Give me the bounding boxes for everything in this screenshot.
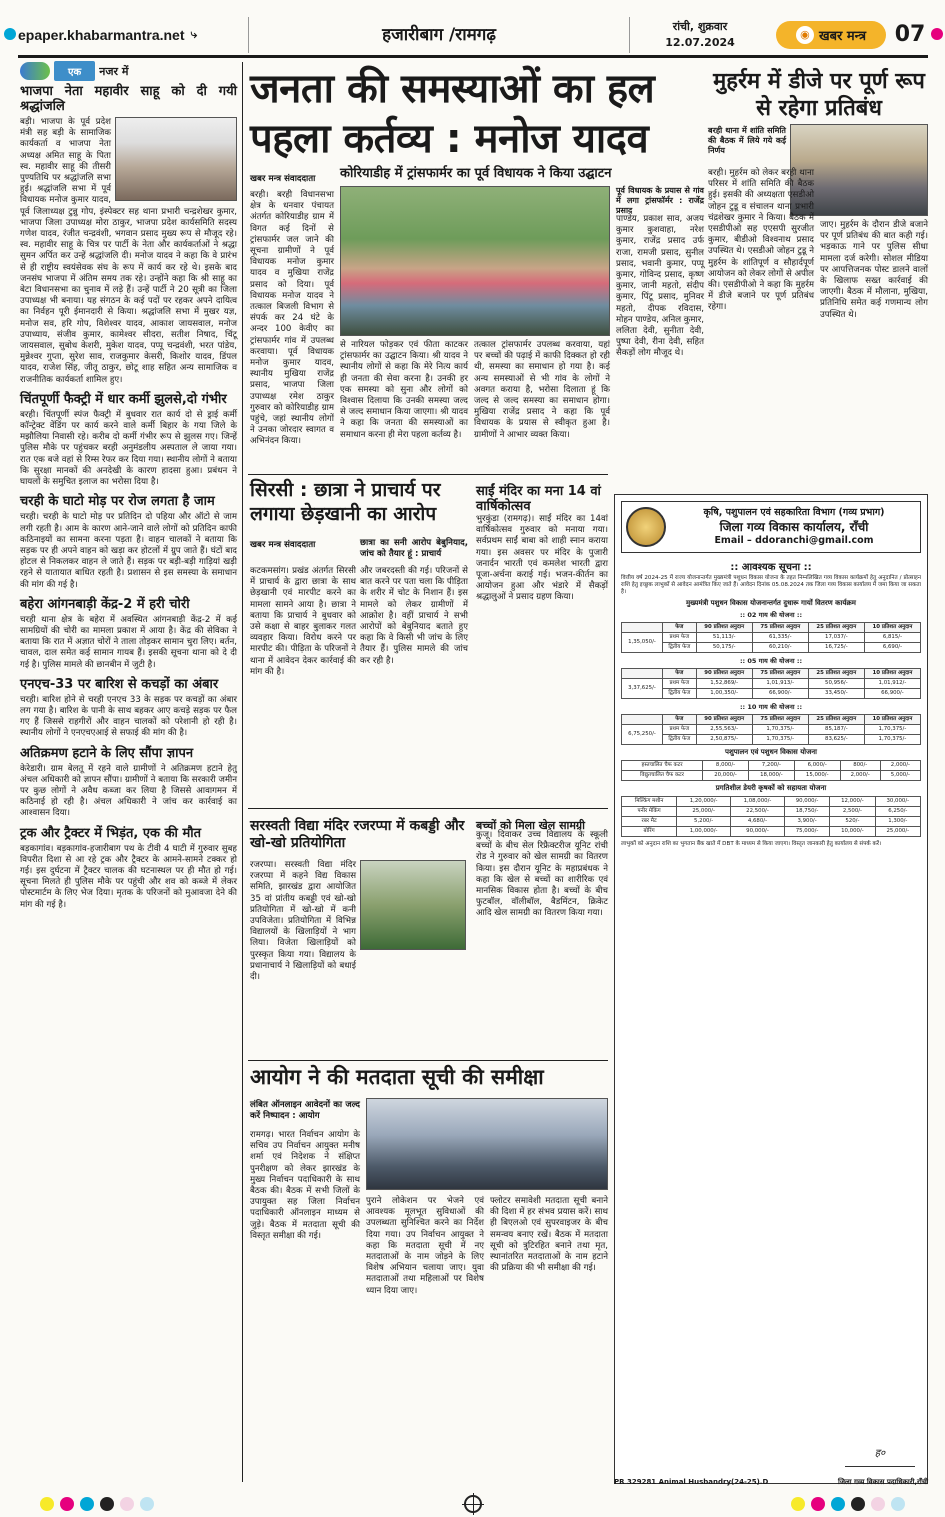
story-body: कुजू। दिवाकर उच्च विद्यालय के स्कूली बच्चों के बीच सेल रिफ्रैक्टरीज यूनिट रांची रोड ने गुरुवार को खेल सामग्री का वितरण किया। इस दौरान यूनिट के महाप्रबंधक ने कहा कि खेल से बच्चों का शारीरिक एवं मानसिक विकास होता है। बच्चों के बीच फुटबॉल, वॉलीबॉल, बैडमिंटन, क्रिकेट आदि खेल सामग्री का वितरण किया गया। — [476, 830, 608, 919]
table-cell: 18,000/- — [748, 770, 794, 780]
table-header: 25 प्रतिशत अनुदान — [808, 622, 864, 632]
officer-signature: ह० — [845, 1445, 915, 1467]
muharram-caption — [708, 126, 786, 166]
voter-kicker: लंबित ऑनलाइन आवेदनों का जल्द करें निष्पादन : आयोग — [250, 1100, 360, 1122]
table-header: 90 प्रतिशत अनुदान — [696, 622, 752, 632]
table-cell: 5,200/- — [677, 816, 731, 826]
brand-icon: ◉ — [796, 26, 814, 44]
table-cell: 1,52,869/- — [696, 678, 752, 688]
table-cell: द्वितीय फेज — [662, 688, 696, 698]
table-cell: 1,01,913/- — [752, 678, 808, 688]
story-body: फ्लोटर समावेशी मतदाता सूची बनाने की दिशा में हर संभव प्रयास करें। साथ ही बिएलओ एवं सुपरवाइजर के बीच समन्वय बनाए रखें। बैठक में मतदाता सूची को त्रुटिरहित बनाने तथा मृत, स्थानांतरित मतदाताओं के नाम हटाने की प्रक्रिया की भी समीक्षा की गई। — [490, 1196, 608, 1274]
table-cell: 90,000/- — [784, 796, 829, 806]
notice-footer-text: लाभुकों को अनुदान राशि का भुगतान बैंक खाते में DBT के माध्यम से किया जाएगा। विस्तृत जानकारी हेतु कार्यालय से संपर्क करें। — [621, 840, 882, 847]
table-cell: 5,000/- — [880, 770, 920, 780]
table-cell: 6,75,250/- — [622, 724, 663, 744]
lead-subhead: कोरियाडीह में ट्रांसफार्मर का पूर्व विधायक ने किया उद्घाटन — [340, 166, 612, 181]
table-header — [622, 622, 663, 632]
officer-title: जिला गव्य विकास पदाधिकारी,राँची — [838, 1478, 928, 1486]
table-cell: 75,000/- — [784, 826, 829, 836]
story-body: रामगढ़। भारत निर्वाचन आयोग के सचिव उप निर्वाचन आयुक्त मनीष शर्मा एवं निदेशक ने संक्षिप्त पुनरीक्षण को लेकर झारखंड के मुख्य निर्वाचन पदाधिकारी के साथ बैठक की। बैठक में सभी जिलों के उपायुक्त सह जिला निर्वाचन पदाधिकारी ऑनलाइन माध्यम से जुड़े। बैठक में मतदाता सूची की विस्तृत समीक्षा की गई। — [250, 1130, 360, 1241]
table-row — [622, 734, 921, 744]
table-row — [622, 816, 921, 826]
table-label: :: 05 गाय की योजना :: — [739, 656, 803, 665]
table-header-row — [622, 714, 921, 724]
table-cell: 8,000/- — [703, 760, 749, 770]
table-row — [622, 724, 921, 734]
table-header: 75 प्रतिशत अनुदान — [752, 714, 808, 724]
hatchery-title: पशुपालन एवं पशुधन विकास योजना — [725, 747, 817, 756]
story-body: पुराने लोकेशन पर भेजने एवं आवश्यक मूलभूत सुविधाओं की उपलब्धता सुनिश्चित करने का निर्देश दिया गया। उप निर्वाचन आयुक्त ने कहा कि मतदाता सूची में नए मतदाताओं के नाम जोड़ने के लिए विशेष अभियान चलाया जाए। युवा मतदाताओं तथा महिलाओं पर विशेष ध्यान दिया जाए। — [366, 1196, 484, 1296]
table-cell: 25,000/- — [677, 806, 731, 816]
story-body: भुरकुंडा (रामगढ़)। साईं मंदिर का 14वां वार्षिकोत्सव गुरुवार को मनाया गया। सर्वप्रथम साईं बाबा को शाही स्नान कराया गया। इस अवसर पर मंदिर के पुजारी जनार्दन भारती एवं कमलेश भारती द्वारा पूजा-अर्चना कराई गई। भजन-कीर्तन का आयोजन हुआ और भंडारे में सैकड़ों श्रद्धालुओं ने प्रसाद ग्रहण किया। — [476, 514, 608, 603]
muharram-headline: मुहर्रम में डीजे पर पूर्ण रूप से रहेगा प्रतिबंध — [713, 69, 925, 121]
story-body: बड़ी। भाजपा के पूर्व प्रदेश मंत्री सह बड़ी के सामाजिक कार्यकर्ता व भाजपा नेता अध्यक्ष अमित साहू के पिता स्व. महावीर साहू की तीसरी पुण्यतिथि पर श्रद्धांजलि सभा हुई। श्रद्धांजलि सभा में पूर्व विधायक मनोज कुमार यादव, पूर्व जिलाध्यक्ष टुन्नु गोप, इंस्पेक्टर सह थाना प्रभारी चन्द्रशेखर कुमार, भाजपा जिला उपाध्यक्ष मोरा ठाकुर, भाजपा प्रदेश कार्यसमिति सदस्य गणेश यादव, रंजीत चन्द्रवंशी, भगवान प्रसाद मुख्य रूप से मौजूद रहे। स्व. महावीर साहू के चित्र पर पार्टी के नेता और कार्यकर्ताओं ने श्रद्धा सुमन अर्पित कर उन्हें श्रद्धांजलि दी। मनोज यादव ने कहा कि वे प्रारंभ से ही राष्ट्रीय स्वयंसेवक संघ के रूप में कार्य कर रहे थे। इसके बाद जनसंघ भाजपा में अंतिम समय तक रहे। उन्होंने कहा कि श्री साहू का बेटा विधानसभा का चुनाव में लड़े हैं। उन्हें पार्टी ने 20 सूत्री का जिला उपाध्यक्ष भी बनाया। यह संगठन के कई पदों पर रहकर अपने दायित्व का निर्वहन पूरी ईमानदारी से किया। श्रद्धांजलि सभा में मुखर यज्ञ, मनोज सव, हरि गोप, विशेश्वर यादव, आकाश जायसवाल, मनोज उपाध्याय, संजीव कुमार, कामेश्वर सीदरा, सतीश निषाद, चिंटू जायसवाल, सुबोध केशरी, मुकेश यादव, पप्पू चन्द्रवंशी, भरत पांडेय, मुन्नेश्वर गुप्ता, सुरेश साव, राजकुमार केसरी, किशोर यादव, डिंपल यादव, राजेश सिंह, जीतू ठाकुर, छोटू शाह सहित अन्य सामाजिक व राजनीतिक कार्यकर्ता शामिल हुए। — [20, 117, 237, 385]
table-cell: 12,000/- — [830, 796, 875, 806]
sirsi-column-2 — [360, 566, 468, 796]
dateline — [630, 19, 770, 51]
story-head: चरही के घाटो मोड़ पर रोज लगता है जाम — [20, 494, 215, 510]
lead-body: पाण्डेय, प्रकाश साव, अजय कुमार कुशवाहा, नरेश कुमार, राजेंद्र प्रसाद उर्फ राजा, रामजी प्रसाद, सुनील प्रसाद, भवानी कुमार, पप्पू कुमार, गोविन्द प्रसाद, कृष्ण कुमार, जानी महतो, संदीप कुमार, पिंटू प्रसाद, मुनिवर महतो, दीपक रविदास, मोहन पाण्डेय, अनिल कुमार, ललिता देवी, सुनीता देवी, पुष्पा देवी, रीना देवी, सहित सैकड़ों लोग मौजूद थे। — [616, 214, 704, 359]
table-cell: प्रथम फेज — [662, 632, 696, 642]
lead-photo — [340, 186, 610, 336]
lead-headline-1: जनता की समस्याओं का हल — [250, 66, 655, 112]
section-name: हजारीबाग /रामगढ़ — [248, 17, 630, 53]
table-cell: 1,08,000/- — [731, 796, 785, 806]
fodder-table — [621, 796, 921, 837]
table-header: 90 प्रतिशत अनुदान — [696, 714, 752, 724]
color-bar-right — [791, 1497, 905, 1511]
notice-header — [621, 501, 921, 553]
column-rule — [242, 62, 243, 1482]
table-cell: 6,000/- — [794, 760, 840, 770]
lead-column-3 — [474, 340, 610, 470]
nazar-title: नजर में — [99, 64, 129, 78]
sirsi-column-1 — [250, 566, 356, 796]
table-row — [622, 770, 921, 780]
table-cell: 1,70,375/- — [864, 724, 920, 734]
saibaba-headline: साईं मंदिर का मना 14 वां वार्षिकोत्सव — [476, 484, 601, 514]
table-cell: 2,000/- — [840, 770, 880, 780]
voter-column-2 — [366, 1196, 484, 1482]
table-header-row — [622, 622, 921, 632]
lead-body: बरही। बरही विधानसभा क्षेत्र के धनवार पंचायत अंतर्गत कोरियाडीह ग्राम में विगत कई दिनों से ट्रांसफार्मर जल जाने की सूचना ग्रामीणों ने पूर्व विधायक मनोज कुमार यादव व मुखिया राजेंद्र प्रसाद को दिया। पूर्व विधायक मनोज यादव ने तत्काल बिजली विभाग से संपर्क कर 24 घंटे के अन्दर 100 केवीए का ट्रांसफार्मर गांव में उपलब्ध करवाया। पूर्व विधायक मनोज कुमार यादव, स्थानीय मुखिया राजेंद्र प्रसाद, भाजपा जिला उपाध्यक्ष रमेश ठाकुर गुरुवार को कोरियाडीह ग्राम पहुंचे, जहां स्थानीय लोगों ने उनका जोरदार स्वागत व अभिनंदन किया। — [250, 190, 334, 447]
table-header — [622, 668, 663, 678]
globe-icon — [20, 62, 50, 80]
voter-headline: आयोग ने की मतदाता सूची की समीक्षा — [250, 1065, 544, 1089]
issue-date: 12.07.2024 — [665, 35, 735, 49]
table-cell: 20,000/- — [703, 770, 749, 780]
story-head: चिंतपूर्णी फैक्ट्री में धार कर्मी झुलसे,दो गंभीर — [20, 391, 227, 407]
table-cell: 1,300/- — [875, 816, 920, 826]
table-row — [622, 688, 921, 698]
table-header: 75 प्रतिशत अनुदान — [752, 622, 808, 632]
table-cell: प्रथम फेज — [662, 724, 696, 734]
table-cell: 1,70,375/- — [752, 734, 808, 744]
table-header — [622, 714, 663, 724]
registration-mark — [4, 28, 16, 40]
story-head: बहेरा आंगनबाड़ी केंद्र-2 में हरी चोरी — [20, 596, 190, 612]
table-cell: 60,210/- — [752, 642, 808, 652]
table-header: 10 प्रतिशत अनुदान — [864, 668, 920, 678]
city-day: रांची, शुक्रवार — [672, 19, 728, 33]
notice-intro: वित्तीय वर्ष 2024-25 में राज्य योजनान्तर्गत मुख्यमंत्री पशुधन विकास योजना के तहत निम्नलिखित गव्य विकास कार्यक्रमों हेतु अनुदानित / प्रोत्साहन राशि हेतु इच्छुक लाभुकों से आवेदन आमंत्रित किए जाते हैं। आवेदन दिनांक 05.08.2024 तक जिला गव्य विकास कार्यालय में जमा किया जा सकता है। — [621, 575, 921, 596]
table-label: :: 10 गाय की योजना :: — [739, 702, 803, 711]
table-cell: 85,187/- — [808, 724, 864, 734]
table-header: 90 प्रतिशत अनुदान — [696, 668, 752, 678]
sirsi-byline: खबर मन्त्र संवाददाता — [250, 540, 316, 550]
table-cell: 800/- — [840, 760, 880, 770]
photo-caption: पूर्व विधायक के प्रयास से गांव में लगा ट्रांसफॉर्मर : राजेंद्र प्रसाद — [616, 186, 704, 215]
notice-header-text — [672, 506, 916, 548]
lead-column-1 — [250, 190, 334, 447]
table-cell: 25,000/- — [875, 826, 920, 836]
table-header: 75 प्रतिशत अनुदान — [752, 668, 808, 678]
table-cell: 51,113/- — [696, 632, 752, 642]
table-cell: 6,690/- — [864, 642, 920, 652]
govt-notice — [614, 494, 928, 1484]
lead-column-4 — [616, 214, 704, 470]
url-text[interactable]: epaper.khabarmantra.net — [18, 26, 185, 43]
table-row — [622, 796, 921, 806]
masthead — [18, 14, 928, 58]
table-cell: 15,000/- — [794, 770, 840, 780]
lead-body: से नारियल फोड़कर एवं फीता काटकर ट्रांसफार्मर का उद्घाटन किया। श्री यादव ने स्थानीय लोगों से कहा कि मेरे नित्य कार्य ही जनता की सेवा करना है। उनकी हर एक समस्या को सुना और लोगों को विश्वास दिलाया कि उनकी समस्या जल्द से जल्द समाधान किया जाएगा। श्री यादव ने कहा कि जनता की समस्याओं का समाधान करना ही मेरा पहला कर्तव्य है। — [340, 340, 468, 440]
table-cell: 1,35,050/- — [622, 632, 663, 652]
lead-byline: खबर मन्त्र संवाददाता — [250, 174, 316, 184]
table-row — [622, 642, 921, 652]
story-head: अतिक्रमण हटाने के लिए सौंपा ज्ञापन — [20, 745, 194, 761]
notice-dept: कृषि, पशुपालन एवं सहकारिता विभाग (गव्य प्रभाग) — [703, 507, 885, 518]
saraswati-photo — [360, 860, 466, 950]
table-cell: 2,500/- — [830, 806, 875, 816]
photo-caption: बरही थाना में शांति समिति की बैठक में लिये गये कई निर्णय — [708, 126, 786, 155]
table-cell: 3,900/- — [784, 816, 829, 826]
cow-tables — [615, 610, 927, 745]
cow-table — [621, 714, 921, 745]
table-cell: 50,956/- — [808, 678, 864, 688]
table-header: 10 प्रतिशत अनुदान — [864, 622, 920, 632]
table-cell: 83,625/- — [808, 734, 864, 744]
table-header: 25 प्रतिशत अनुदान — [808, 668, 864, 678]
table-header: फेज — [662, 668, 696, 678]
brand-logo — [776, 21, 886, 49]
notice-email[interactable]: Email – ddoranchi@gmail.com — [714, 535, 874, 546]
table-cell: मिल्किंग मशीन — [622, 796, 677, 806]
story-body: बरही। चिंतपूर्णी स्पंज फैक्ट्री में बुधवार रात कार्य दो से ड्राई कर्मी कॉन्ट्रेक्ट वेंडिंग पर कार्य करने वाले कर्मी बिहार के गया जिले के मझौलिया निवासी रहे। करीब दो कर्मी गंभीर रूप से झुलस गए। जिन्हें पुलिस मौके पर पहुंचकर बरही अनुमंडलीय अस्पताल ले जाया गया। रात एक बजे वहां से रिम्स रेफर कर दिया गया। स्थानीय लोगों ने बताया कि सुरक्षा मानकों की अनदेखी के कारण हादसा हुआ। प्रबंधन ने घायलों के समुचित इलाज का भरोसा दिया है। — [20, 409, 237, 488]
muharram-column-2 — [820, 220, 928, 470]
story-body: और जबरदस्ती की गई। परिजनों से बात करने पर पता चला कि पीड़िता के शरीर में चोट के निशान हैं। इस मामले को लेकर ग्रामीणों में आक्रोश है। वहीं प्राचार्य ने सभी आरोपों को बेबुनियाद बताते हुए कहा कि वे किसी भी जांच के लिए तैयार हैं। पुलिस मामले की जांच कर रही है। — [360, 566, 468, 666]
table-cell: 50,175/- — [696, 642, 752, 652]
story-body: बरही। मुहर्रम को लेकर बरही थाना परिसर में शांति समिति की बैठक हुई। इसकी की अध्यक्षता एसडीओ जोहन टुडू व संचालन थाना प्रभारी चंद्रशेखर कुमार ने किया। बैठक में एसडीपीओ सह एएसपी सुरजीत कुमार, बीडीओ विश्वनाथ प्रसाद उपस्थित थे। एसडीओ जोहन टुडू ने मुहर्रम के शांतिपूर्ण व सौहार्दपूर्ण आयोजन को लेकर लोगों से अपील की। एसडीपीओ ने कहा कि मुहर्रम में डीजे बजाने पर पूर्ण प्रतिबंध रहेगा। — [708, 168, 814, 313]
story-body: कटकमसांग। प्रखंड अंतर्गत सिरसी में प्राचार्य के द्वारा छात्रा के साथ छेड़खानी एवं मारपीट करने का मामला सामने आया है। छात्रा ने बताया कि प्राचार्य ने बुधवार को उसे कक्षा से बाहर बुलाकर गलत व्यवहार किया। विरोध करने पर मारपीट की। पीड़िता के परिजनों ने थाना में आवेदन देकर कार्रवाई की मांग की है। — [250, 566, 356, 677]
story-body: जाए। मुहर्रम के दौरान डीजे बजाने पर पूर्ण प्रतिबंध की बात कही गई। भड़काऊ गाने पर पुलिस सीधा मामला दर्ज करेगी। सोशल मीडिया पर आपत्तिजनक पोस्ट डालने वालों के खिलाफ सख्त कार्रवाई की जाएगी। बैठक में मौलाना, मुखिया, प्रतिनिधि समेत कई गणमान्य लोग उपस्थित थे। — [820, 220, 928, 320]
table-header: फेज — [662, 622, 696, 632]
nazar-ek: एक — [54, 61, 95, 81]
cursor-icon: ⤷ — [190, 27, 198, 41]
table-header: 10 प्रतिशत अनुदान — [864, 714, 920, 724]
table-cell: बोरिंग — [622, 826, 677, 836]
fodder-title: प्रगतिशील डेयरी कृषकों को सहायता योजना — [715, 783, 827, 792]
table-cell: 6,815/- — [864, 632, 920, 642]
registration-crosshair-icon — [464, 1495, 482, 1513]
table-cell: पनीर मेकिंग — [622, 806, 677, 816]
saibaba-body — [476, 514, 608, 774]
table-cell: विद्युतचालित चैफ कटर — [622, 770, 703, 780]
table-cell: 1,00,000/- — [677, 826, 731, 836]
table-cell: द्वितीय फेज — [662, 734, 696, 744]
table-row — [622, 678, 921, 688]
left-column — [20, 84, 237, 1484]
notice-office: जिला गव्य विकास कार्यालय, राँची — [719, 520, 869, 534]
story-body: चरही। बारिश होने से चरही एनएच 33 के सड़क पर कचड़ों का अंबार लग गया है। बारिश के पानी के साथ बहकर आए कचड़े सड़क पर फैल गए हैं जिससे राहगीरों और वाहन चालकों को परेशानी हो रही है। स्थानीय लोगों ने एनएचएआई से सफाई की मांग की है। — [20, 694, 237, 739]
section-rule — [248, 808, 608, 809]
kids-body — [476, 830, 608, 1056]
story-body: चरही थाना क्षेत्र के बहेरा में अवस्थित आंगनबाड़ी केंद्र-2 में कई सामग्रियों की चोरी का मामला प्रकाश में आया है। केंद्र की सेविका ने बताया कि रात में अज्ञात चोरों ने ताला तोड़कर सामान चुरा लिए। बर्तन, चावल, दाल समेत कई सामान गायब हैं। इसकी सूचना थाना को दे दी गई है। पुलिस मामले की छानबीन में जुटी है। — [20, 614, 237, 670]
kids-headline: बच्चों को मिला खेल सामग्री — [476, 819, 585, 832]
table-cell: हस्तचालित चैफ कटर — [622, 760, 703, 770]
voter-photo — [366, 1098, 608, 1190]
scheme-title: मुख्यमंत्री पशुधन विकास योजनान्तर्गत दुधारू गायों वितरण कार्यक्रम — [686, 598, 856, 607]
table-cell: 1,20,000/- — [677, 796, 731, 806]
table-cell: द्वितीय फेज — [662, 642, 696, 652]
table-label: :: 02 गाय की योजना :: — [739, 610, 803, 619]
saraswati-body — [250, 860, 356, 1040]
table-row — [622, 806, 921, 816]
table-cell: 1,70,375/- — [752, 724, 808, 734]
table-row — [622, 632, 921, 642]
table-cell: 2,50,875/- — [696, 734, 752, 744]
table-header-row — [622, 668, 921, 678]
lead-body: तत्काल ट्रांसफार्मर उपलब्ध करवाया, यहां पर बच्चों की पढ़ाई में काफी दिक्कत हो रही थी, समस्या का समाधान हो गया है। कई अन्य समस्याओं से भी गांव के लोगों ने अवगत कराया है, भरोसा दिलाता हूं कि जल्द से जल्द समस्या का समाधान होगा। मुखिया राजेंद्र प्रसाद ने कहा कि पूर्व विधायक के प्रयास से स्वीकृत हुआ है। ग्रामीणों ने आभार व्यक्त किया। — [474, 340, 610, 440]
table-cell: 7,200/- — [748, 760, 794, 770]
site-url[interactable] — [18, 27, 248, 43]
table-cell: प्रथम फेज — [662, 678, 696, 688]
sirsi-kicker: छात्रा का सनी आरोप बेबुनियाद, जांच को तैयार हूं : प्राचार्य — [360, 538, 468, 560]
brand-name: खबर मन्त्र — [818, 28, 867, 44]
table-cell: 61,335/- — [752, 632, 808, 642]
state-emblem-icon — [626, 507, 666, 547]
table-cell: 6,250/- — [875, 806, 920, 816]
hatchery-table — [621, 760, 921, 781]
table-cell: रबर मैट — [622, 816, 677, 826]
cow-table — [621, 668, 921, 699]
table-cell: 16,725/- — [808, 642, 864, 652]
lead-photo-caption — [616, 186, 704, 215]
story-head: भाजपा नेता महावीर साहू को दी गयी श्रद्धांजलि — [20, 84, 237, 114]
cow-table — [621, 622, 921, 653]
notice-foot-line — [614, 1478, 928, 1487]
table-cell: 66,900/- — [864, 688, 920, 698]
table-cell: 22,500/- — [731, 806, 785, 816]
table-header: 25 प्रतिशत अनुदान — [808, 714, 864, 724]
sirsi-headline: सिरसी : छात्रा ने प्राचार्य पर लगाया छेड़खानी का आरोप — [250, 479, 441, 525]
registration-mark — [931, 28, 943, 40]
section-rule — [248, 1060, 608, 1061]
page-number: 07 — [894, 22, 926, 47]
lead-headline-2: पहला कर्तव्य : मनोज यादव — [250, 116, 649, 162]
story-body: चरही। चरही के घाटो मोड़ पर प्रतिदिन दो पहिया और ऑटो से जाम लगी रहती है। आम के कारण आने-जाने वाले लोगों को प्रतिदिन काफी कठिनाइयों का सामना करना पड़ता है। वाहन चालकों ने बताया कि सड़क पर ही अपने वाहन को खड़ा कर होटलों में ग्रुप जाते हैं। घंटों बाद होटल से निकलकर वाहन ले जाते हैं। सड़क पर बड़ी-बड़ी गाड़ियां खड़ी रहने से यातायात बाधित रहती है। प्रशासन से इस समस्या के समाधान की मांग की गई है। — [20, 512, 237, 590]
table-cell: 1,70,375/- — [864, 734, 920, 744]
table-cell: 90,000/- — [731, 826, 785, 836]
nazar-tag — [20, 60, 235, 82]
table-cell: 1,01,912/- — [864, 678, 920, 688]
section-rule — [248, 474, 608, 475]
print-color-strip — [0, 1490, 945, 1517]
table-header: फेज — [662, 714, 696, 724]
table-cell: 2,55,563/- — [696, 724, 752, 734]
saraswati-headline: सरस्वती विद्या मंदिर रजरप्पा में कबड्डी और खो-खो प्रतियोगिता — [250, 818, 465, 851]
story-head: एनएच-33 पर बारिश से कचड़ों का अंबार — [20, 676, 219, 692]
story-body: केरेडारी। ग्राम बेलतू में रहने वाले ग्रामीणों ने अतिक्रमण हटाने हेतु अंचल अधिकारी को ज्ञापन सौंपा। ग्रामीणों ने बताया कि सरकारी जमीन पर कुछ लोगों ने अवैध कब्जा कर लिया है जिससे आवागमन में कठिनाई हो रही है। अंचल अधिकारी ने जांच कर कार्रवाई का आश्वासन दिया। — [20, 763, 237, 819]
table-cell: 3,37,625/- — [622, 678, 663, 698]
table-cell: 18,750/- — [784, 806, 829, 816]
tribute-photo — [115, 117, 237, 201]
table-cell: 520/- — [830, 816, 875, 826]
table-cell: 2,000/- — [880, 760, 920, 770]
table-cell: 17,037/- — [808, 632, 864, 642]
notice-title: :: आवश्यक सूचना :: — [730, 562, 812, 573]
color-bar-left — [40, 1497, 154, 1511]
table-cell: 66,900/- — [752, 688, 808, 698]
table-cell: 10,000/- — [830, 826, 875, 836]
table-cell: 4,680/- — [731, 816, 785, 826]
table-cell: 30,000/- — [875, 796, 920, 806]
voter-column-3 — [490, 1196, 608, 1482]
lead-headline — [250, 64, 695, 164]
story-body: बड़कागांव। बड़कागांव-हजारीबाग पथ के टीवी 4 घाटी में गुरुवार सुबह विपरीत दिशा से आ रहे ट्रक और ट्रैक्टर के आमने-सामने टक्कर हो गई। इस दुर्घटना में ट्रैक्टर चालक की घटनास्थल पर ही मौत हो गई। सूचना मिलते ही पुलिस मौके पर पहुंची और शव को कब्जे में लेकर पोस्टमार्टम के लिए भेज दिया। मृतक के परिजनों को मुआवजा देने की मांग की गई है। — [20, 843, 237, 910]
pr-number: PR 329281 Animal Husbandry(24-25).D — [614, 1478, 769, 1486]
table-row — [622, 760, 921, 770]
table-row — [622, 826, 921, 836]
table-cell: 33,450/- — [808, 688, 864, 698]
voter-column-1 — [250, 1130, 360, 1482]
muharram-column-1 — [708, 168, 814, 470]
table-cell: 1,00,350/- — [696, 688, 752, 698]
story-body: रजरप्पा। सरस्वती विद्या मंदिर रजरप्पा में कहने विद्य विकास समिति, झारखंड द्वारा आयोजित 35 वां प्रांतीय कबड्डी एवं खो-खो प्रतियोगिता में खो-खो में कनी उपविजेता। प्रतियोगिता में विभिन्न विद्यालयों के खिलाड़ियों ने भाग लिया। विजेता खिलाड़ियों को पुरस्कृत किया गया। विद्यालय के प्रधानाचार्य ने खिलाड़ियों को बधाई दी। — [250, 860, 356, 983]
story-head: ट्रक और ट्रैक्टर में भिड़ंत, एक की मौत — [20, 825, 201, 841]
lead-column-2 — [340, 340, 468, 470]
